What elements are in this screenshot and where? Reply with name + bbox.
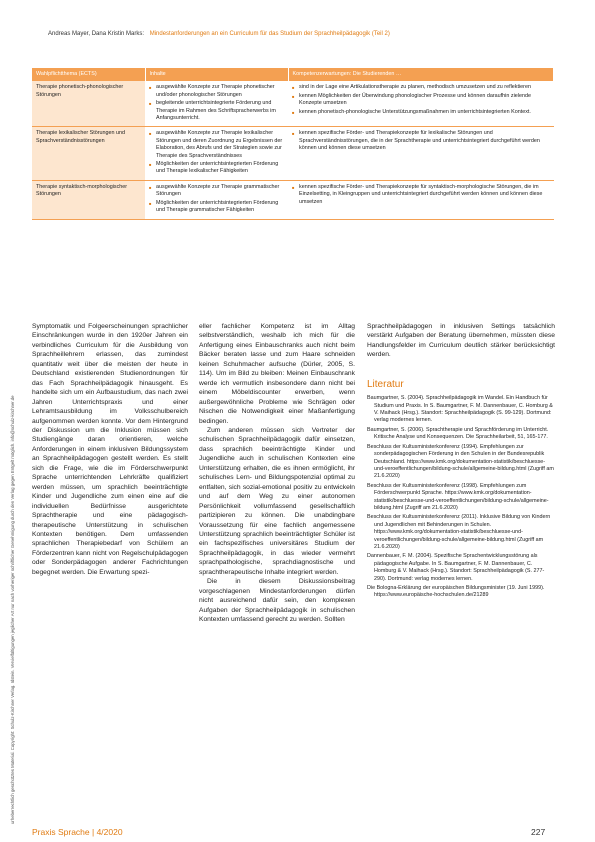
- reference-entry: Die Bologna-Erklärung der europäischen Bildungsminister (19. Juni 1999). https://www.europäische-hochschulen.de/21289: [367, 585, 545, 599]
- list-item: ■ sind in der Lage eine Artikulationstherapie zu planen, methodisch umzusetzen und zu reflektieren: [292, 84, 550, 91]
- table-header-cell: Wahlpflichtthema (ECTS): [32, 68, 145, 81]
- body-paragraph: Sprachheilpädagogen in inklusiven Settings tatsächlich verstärkt Aufgaben der Beratung übernehmen, müssten diese Handlungsfelder im Curriculum deutlich stärker berücksichtigt werden.: [367, 323, 555, 359]
- list-item: ■ kennen spezifische Förder- und Therapiekonzepte für lexikalische Störungen und Sprachverständnisstörungen, die in der Sprachtherapie und unterrichtsintegriert durchgeführt werden können und können diese umsetzen: [292, 130, 550, 152]
- topic-label: Therapie syntaktisch-morphologischer Störungen: [36, 183, 128, 198]
- list-item: ■ kennen phonetisch-phonologische Unterstützungsmaßnahmen im unterrichtsintegrierten Kontext.: [292, 109, 550, 116]
- reference-list: [367, 395, 555, 600]
- reference-entry: Baumgartner, S. (2006). Sprachtherapie und Sprachförderung im Unterricht. Kritische Analyse und Konsequenzen. Die Sprachheilarbeit, 51, 165-177.: [367, 426, 549, 441]
- page-number: 227: [531, 827, 546, 837]
- literature-heading: Literatur: [367, 378, 404, 390]
- list-item: ■ ausgewählte Konzepte zur Therapie lexikalischer Störungen und deren Zuordnung zu Ergebnissen der Elaboration, des Abrufs und der Strategien sowie zur Therapie des Sprachverständnisses: [149, 130, 284, 160]
- header-title: Mindestanforderungen an ein Curriculum für das Studium der Sprachheilpädagogik (Teil 2): [149, 31, 390, 37]
- topic-label: Therapie lexikalischer Störungen und: [36, 130, 125, 137]
- journal-footer: Praxis Sprache | 4/2020: [32, 827, 123, 837]
- body-paragraph: Zum anderen müssen sich Vertreter der schulischen Sprachheilpädagogik dafür einsetzen, dass sprachlich beeinträchtigte Kinder und Jugendliche auch in schulischen Kontexten eine Unterstützung erhalten, die es ihnen ermöglicht, ihr schulisches Lern- und Bildungspotenzial optimal zu entfalten, sich sozial-emotional positiv zu entwickeln und auf dem Weg zu einer autonomen Persönlichkeit vollumfassend gesellschaftlich partizipieren zu können. Die unabdingbare Voraussetzung für eine fachlich angemessene Unterstützung sprachlich beeinträchtigter Schüler ist ein fachspezifisches universitäres Studium der Sprachheilpädagogik, in das wieder vermehrt sprachpathologische, sprachdiagnostische und sprachtherapeutische Inhalte integriert werden.: [199, 426, 355, 576]
- list-item: ■ Möglichkeiten der unterrichtsintegrierten Förderung und Therapie grammatischer Fähigkeiten: [149, 200, 284, 215]
- list-item: ■ ausgewählte Konzepte zur Therapie phonetischer und/oder phonologischer Störungen: [149, 84, 284, 99]
- table-header-cell: Inhalte: [145, 68, 288, 81]
- contents-cell: [145, 81, 288, 127]
- topic-cell: [32, 180, 145, 219]
- body-column-3: [367, 322, 555, 602]
- header-authors: Andreas Mayer, Dana Kristin Marks:: [48, 31, 145, 37]
- list-item: ■ kennen spezifische Förder- und Therapiekonzepte für syntaktisch-morphologische Störungen, die im Einzelsetting, in Kleingruppen und unterrichtsintegriert durchgeführt werden können und können diese umsetzen: [292, 184, 550, 206]
- contents-cell: [145, 127, 288, 180]
- running-header: [48, 31, 568, 37]
- reference-entry: Beschluss der Kultusministerkonferenz (1998). Empfehlungen zum Förderschwerpunkt Sprache. https://www.kmk.org/dokumentation-statistik/beschluesse-und-veroeffentlichungen/bildung-schule/allgemeine-bildung.html (Zugriff am 21.6.2020): [367, 482, 549, 511]
- topic-cell: [32, 81, 145, 127]
- reference-entry: Beschluss der Kultusministerkonferenz (1994). Empfehlungen zur sonderpädagogischen Förderung in den Schulen in der Bundesrepublik Deutschland. https://www.kmk.org/dokumentation-statistik/beschluesse-und-veroeffentlichungen/bildung-schule/allgemeine-bildung.html (Zugriff am 21.6.2020): [367, 443, 554, 480]
- body-paragraph: eller fachlicher Kompetenz ist im Alltag selbstverständlich, weshalb ich mich für die Anfertigung eines Einbauschranks auch nicht beim Bäcker beraten lasse und zum Haare schneiden keinen Schuhmacher aufsuche (Dürler, 2005, S. 114). Um im Bild zu bleiben: Meinen Einbauschrank werde ich vermutlich insbesondere dann nicht bei einem Möbeldiscounter erwerben, wenn außergewöhnliche Probleme wie Schrägen oder Nischen die Notwendigkeit einer Maßanfertigung bedingen.: [199, 323, 355, 425]
- list-item: ■ begleitende unterrichtsintegrierte Förderung und Therapie im Rahmen des Schriftspracherwerbs im Anfangsunterricht.: [149, 100, 284, 122]
- list-item: ■ Möglichkeiten der unterrichtsintegrierten Förderung und Therapie lexikalischer Fähigkeiten: [149, 161, 284, 176]
- competence-table: [32, 68, 554, 220]
- copyright-side-note: urheberrechtlich geschütztes Material. Copyright: Schulz-Kirchner Verlag. Idstein. Vervielfältigungen jeglicher Art nur nach vorheriger schriftlicher Genehmigung durch den Verlag gegen Entgelt möglich. info@schulz-kirchner.de: [10, 395, 15, 824]
- table-row: [32, 81, 554, 127]
- body-paragraph: Die in diesem Diskussionsbeitrag vorgeschlagenen Mindestanforderungen dürfen nicht ausreichend dafür sein, den komplexen Aufgaben der Sprachheilpädagogik in schulischen Kontexten umfassend gerecht zu werden. Sollten: [199, 578, 355, 624]
- competences-cell: [288, 180, 554, 219]
- topic-label: Sprachverständnisstörungen: [36, 137, 105, 144]
- table-header-cell: Kompetenzerwartungen: Die Studierenden …: [288, 68, 554, 81]
- table-row: [32, 180, 554, 219]
- reference-entry: Dannenbauer, F. M. (2004). Spezifische Sprachentwicklungsstörung als pädagogische Aufgabe. In S. Baumgartner, F. M. Dannenbauer, C. Homburg & V. Maihack (Hrsg.). Standort: Sprachheilpädagogik (S. 277-290). Dortmund: verlag modernes lernen.: [367, 553, 545, 582]
- topic-cell: [32, 127, 145, 180]
- body-paragraph: Symptomatik und Folgeerscheinungen sprachlicher Einschränkungen wurde in den 1920er Jahren ein verbindliches Curriculum für die Ausbildung von Sprachheillehrern erlassen, das zumindest quantitativ weit über die meisten der heute in Deutschland existierenden Studienordnungen für das Fach Sprachheilpädagogik hinausgeht. Es handelte sich um ein Aufbaustudium, das nach zwei Jahren Unterrichtspraxis und einer Lehramtsausbildung im Volksschulbereich aufgenommen werden konnte. Vor dem Hintergrund der Diskussion um die Inklusion müssen sich Studiengänge daran orientieren, welche Anforderungen in einem inklusiven Bildungssystem an Sprachheilpädagogen gestellt werden. Es stellt sich die Frage, wie die im Förderschwerpunkt Sprache unterrichtenden Lehrkräfte qualifiziert werden müssen, um sprachlich beeinträchtigte Kinder und Jugendliche zum einen eine auf die individuellen Bedürfnisse ausgerichtete Sprachtherapie und eine pädagogisch-therapeutische Unterstützung in schulischen Kontexten benötigen. Dem umfassenden sprachlichen Therapiebedarf von Schülern an Förderzentren kann nicht von Regelschulpädagogen oder Sonderpädagogen anderer Fachrichtungen begegnet werden. Die Erwartung spezi-: [32, 323, 188, 576]
- competences-cell: [288, 81, 554, 127]
- body-column-1: [32, 322, 188, 577]
- list-item: ■ kennen Möglichkeiten der Überwindung phonologischer Prozesse und können daraufhin zielende Konzepte umsetzen: [292, 93, 550, 108]
- list-item: ■ ausgewählte Konzepte zur Therapie grammatischer Störungen: [149, 184, 284, 199]
- reference-entry: Beschluss der Kultusministerkonferenz (2011). Inklusive Bildung von Kindern und Jugendlichen mit Behinderungen in Schulen. https://www.kmk.org/dokumentation-statistik/beschluesse-und-veroeffentlichungen/bildung-schule/allgemeine-bildung.html (Zugriff am 21.6.2020): [367, 514, 551, 550]
- competences-cell: [288, 127, 554, 180]
- table-row: [32, 127, 554, 180]
- body-column-2: [199, 322, 355, 625]
- contents-cell: [145, 180, 288, 219]
- reference-entry: Baumgartner, S. (2004). Sprachheilpädagogik im Wandel. Ein Handbuch für Studium und Praxis. In S. Baumgartner, F. M. Dannenbauer, C. Homburg & V. Maihack (Hrsg.). Standort: Sprachheilpädagogik (S. 99-129). Dortmund: verlag modernes lernen.: [367, 395, 553, 424]
- topic-label: Therapie phonetisch-phonologischer Störungen: [36, 84, 124, 98]
- table-header-row: [32, 68, 554, 81]
